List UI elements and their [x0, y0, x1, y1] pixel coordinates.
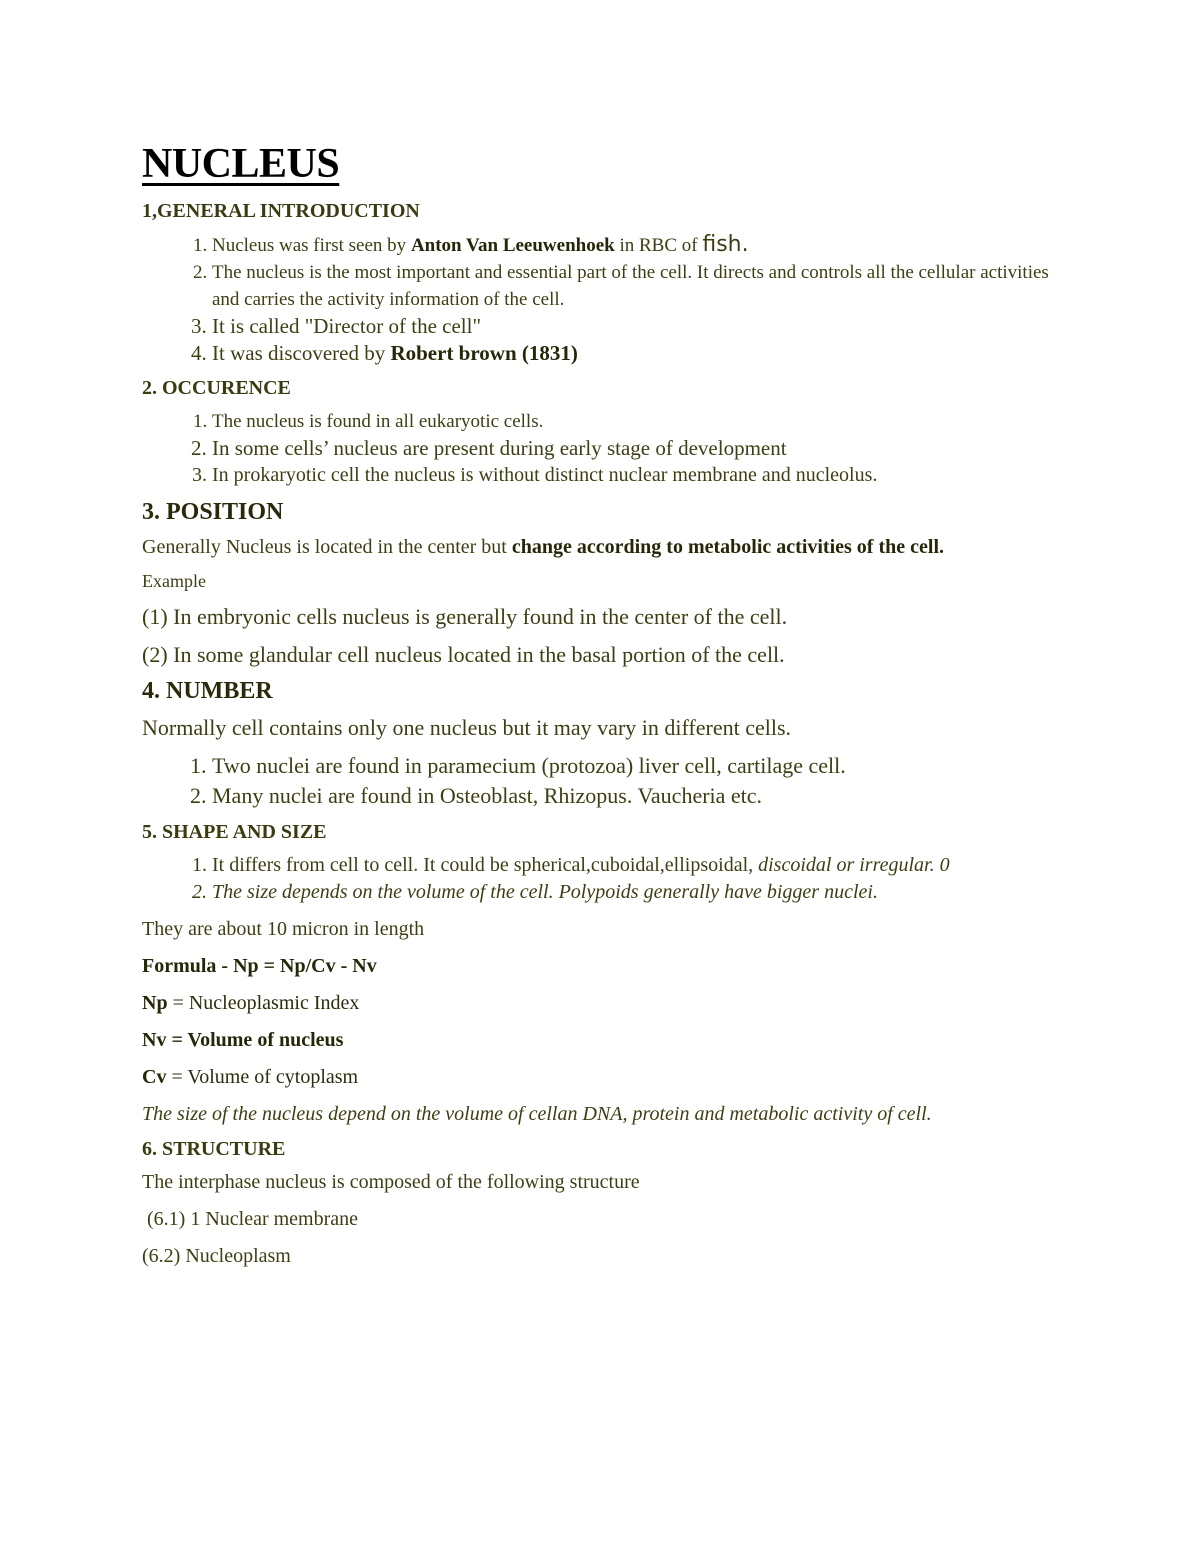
bold-text: Cv [142, 1066, 167, 1088]
heading-occurence: 2. OCCURENCE [142, 377, 291, 399]
bold-text: Nv [142, 1029, 167, 1051]
heading-general-introduction: 1,GENERAL INTRODUCTION [142, 200, 420, 222]
bold-text: change according to metabolic activities of the cell. [511, 536, 944, 558]
list-occurence [142, 408, 1050, 489]
list-item: 2. In some cells’ nucleus are present during early stage of development [212, 435, 1050, 462]
text: Generally Nucleus is located in the center but [142, 536, 512, 558]
list-item: 3. It is called "Director of the cell" [212, 313, 1050, 340]
bold-text: = Volume of nucleus [166, 1029, 344, 1051]
list-item [212, 231, 1050, 259]
example-item: (1) In embryonic cells nucleus is generally found in the center of the cell. [142, 604, 788, 629]
text: in RBC of [614, 235, 703, 256]
list-item: 1. Two nuclei are found in paramecium (protozoa) liver cell, cartilage cell. [212, 751, 1050, 781]
paragraph-structure: The interphase nucleus is composed of the following structure [142, 1171, 640, 1193]
heading-number: 4. NUMBER [142, 678, 273, 704]
list-general-introduction [142, 231, 1050, 367]
paragraph-number: Normally cell contains only one nucleus but it may vary in different cells. [142, 715, 792, 740]
heading-position: 3. POSITION [142, 499, 284, 525]
structure-item: (6.2) Nucleoplasm [142, 1245, 291, 1267]
formula [142, 953, 1050, 980]
list-item: 2. The size depends on the volume of the cell. Polypoids generally have bigger nuclei. [212, 879, 1050, 906]
text: It was discovered by [212, 341, 391, 365]
paragraph-position [142, 534, 1050, 561]
bold-text: Anton Van Leeuwenhoek [410, 235, 615, 256]
example-item: (2) In some glandular cell nucleus located in the basal portion of the cell. [142, 642, 785, 667]
bold-text: Formula - Np = Np/Cv - Nv [142, 955, 377, 977]
list-item: 3. In prokaryotic cell the nucleus is without distinct nuclear membrane and nucleolus. [212, 462, 1050, 489]
list-item [212, 340, 1050, 367]
length-text: They are about 10 micron in length [142, 918, 425, 940]
list-item: 2. Many nuclei are found in Osteoblast, Rhizopus. Vaucheria etc. [212, 781, 1050, 811]
text: It differs from cell to cell. It could be spherical,cuboidal,ellipsoidal, [212, 854, 759, 876]
definition-np [142, 990, 1050, 1017]
bold-text: Np [142, 992, 168, 1014]
list-number [142, 751, 1050, 811]
italic-text: discoidal or irregular. 0 [758, 854, 950, 876]
list-item: 1. The nucleus is found in all eukaryotic cells. [212, 408, 1050, 435]
size-note: The size of the nucleus depend on the volume of cellan DNA, protein and metabolic activity of cell. [142, 1103, 932, 1125]
text: fish. [702, 232, 749, 257]
list-item [212, 852, 1050, 879]
structure-item: (6.1) 1 Nuclear membrane [142, 1208, 359, 1230]
list-item: 2. The nucleus is the most important and essential part of the cell. It directs and controls all the cellular activities and carries the activity information of the cell. [212, 259, 1050, 313]
page-title: NUCLEUS [142, 141, 340, 187]
heading-structure: 6. STRUCTURE [142, 1138, 286, 1160]
list-shape-and-size [142, 852, 1050, 906]
definition-nv [142, 1027, 1050, 1054]
text: = Nucleoplasmic Index [167, 992, 360, 1014]
definition-cv [142, 1064, 1050, 1091]
heading-shape-and-size: 5. SHAPE AND SIZE [142, 821, 327, 843]
text: Nucleus was first seen by [212, 235, 411, 256]
bold-text: Robert brown (1831) [390, 341, 578, 365]
example-label: Example [142, 571, 206, 591]
text: = Volume of cytoplasm [166, 1066, 359, 1088]
